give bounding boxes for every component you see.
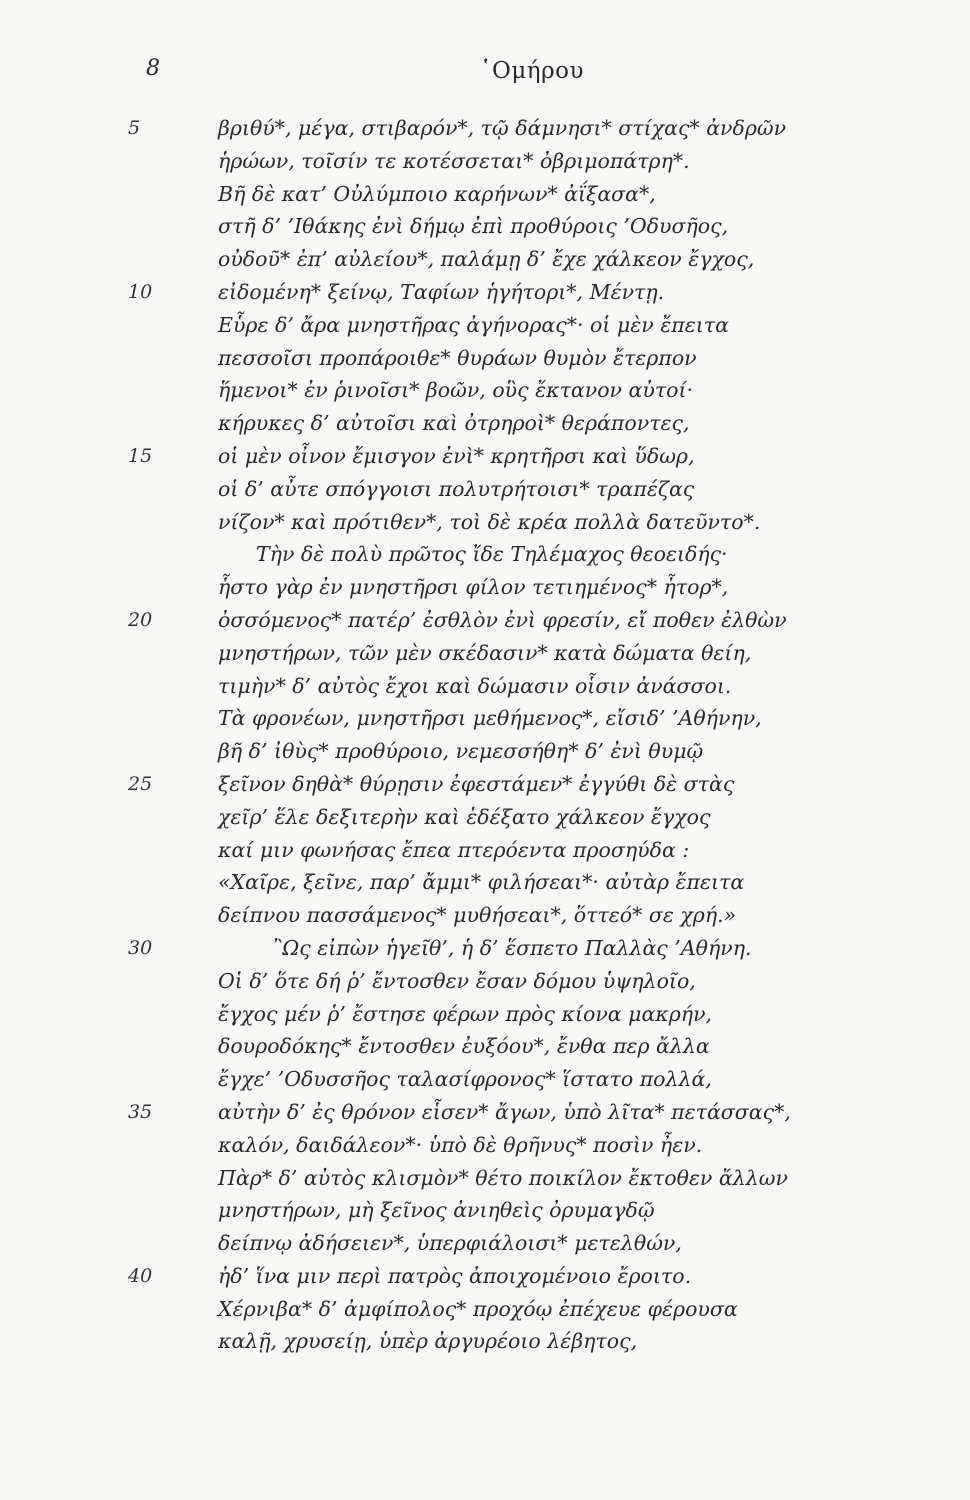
- line-number: 35: [128, 1100, 153, 1123]
- line-number: 40: [128, 1264, 153, 1287]
- verse-text: Εὗρε δ’ ἄρα μνηστῆρας ἀγήνορας*· οἱ μὲν ἔπειτα: [218, 312, 729, 337]
- verse-line: [0, 768, 970, 801]
- line-number: 10: [128, 280, 153, 303]
- verse-line: [0, 342, 970, 375]
- verse-line: [0, 571, 970, 604]
- verse-text: οἱ μὲν οἶνον ἔμισγον ἐνὶ* κρητῆρσι καὶ ὕδωρ,: [218, 443, 695, 468]
- verse-text: καλόν, δαιδάλεον*· ὑπὸ δὲ θρῆνυς* ποσὶν ἦεν.: [218, 1132, 703, 1157]
- verse-text: «Χαῖρε, ξεῖνε, παρ’ ἄμμι* φιλήσεαι*· αὐτὰρ ἔπειτα: [218, 870, 745, 895]
- verse-text: ἔγχος μέν ῥ’ ἔστησε φέρων πρὸς κίονα μακρήν,: [218, 1001, 713, 1026]
- verse-line: [0, 998, 970, 1031]
- verse-line: [0, 1129, 970, 1162]
- verse-text: ξεῖνον δηθὰ* θύρῃσιν ἐφεστάμεν* ἐγγύθι δὲ στὰς: [218, 771, 735, 796]
- verse-text: καί μιν φωνήσας ἔπεα πτερόεντα προσηύδα :: [218, 837, 690, 862]
- verse-text: μνηστήρων, τῶν μὲν σκέδασιν* κατὰ δώματα θείη,: [218, 640, 752, 665]
- verse-line: [0, 112, 970, 145]
- verse-line: [0, 637, 970, 670]
- verse-line: [0, 1063, 970, 1096]
- verse-text: κήρυκες δ’ αὐτοῖσι καὶ ὀτρηροὶ* θεράποντες,: [218, 411, 690, 436]
- verse-text: εἰδομένη* ξείνῳ, Ταφίων ἡγήτορι*, Μέντῃ.: [218, 279, 665, 304]
- verse-line: [0, 1162, 970, 1195]
- verse-text: ἔγχε’ ’Οδυσσῆος ταλασίφρονος* ἵστατο πολλά,: [218, 1067, 712, 1092]
- verse-text: ἥμενοι* ἐν ῥινοῖσι* βοῶν, οὓς ἔκτανον αὐτοί·: [218, 378, 694, 403]
- verse-text: Βῆ δὲ κατ’ Οὐλύμποιο καρήνων* ἀΐξασα*,: [218, 181, 656, 206]
- verse-text: ῍Ως εἰπὼν ἡγεῖθ’, ἡ δ’ ἕσπετο Παλλὰς ’Αθήνη.: [272, 935, 752, 960]
- verse-line: [0, 276, 970, 309]
- verse-line: [0, 1030, 970, 1063]
- verse-line: [0, 440, 970, 473]
- line-number: 15: [128, 444, 153, 467]
- line-number: 25: [128, 772, 153, 795]
- verse-text: δείπνου πασσάμενος* μυθήσεαι*, ὅττεό* σε χρή.»: [218, 903, 737, 928]
- verse-line: [0, 965, 970, 998]
- verse-line: [0, 735, 970, 768]
- verse-text: δείπνῳ ἀδήσειεν*, ὑπερφιάλοισι* μετελθών,: [218, 1231, 682, 1256]
- verse-text: στῆ δ’ ’Ιθάκης ἐνὶ δήμῳ ἐπὶ προθύροις ’Οδυσῆος,: [218, 214, 729, 239]
- line-number: 20: [128, 608, 153, 631]
- line-number: 5: [128, 117, 141, 139]
- verse-line: [0, 407, 970, 440]
- verse-text: χεῖρ’ ἕλε δεξιτερὴν καὶ ἐδέξατο χάλκεον ἔγχος: [218, 804, 711, 829]
- line-number: 30: [128, 936, 153, 959]
- verse-line: [0, 210, 970, 243]
- verse-line: [0, 1194, 970, 1227]
- verse-text: ἠδ’ ἵνα μιν περὶ πατρὸς ἀποιχομένοιο ἔροιτο.: [218, 1263, 692, 1288]
- verse-line: [0, 178, 970, 211]
- verse-line: [0, 145, 970, 178]
- verse-text: Πὰρ* δ’ αὐτὸς κλισμὸν* θέτο ποικίλον ἔκτοθεν ἄλλων: [218, 1165, 788, 1190]
- verse-line: [0, 932, 970, 965]
- verse-text: οἱ δ’ αὖτε σπόγγοισι πολυτρήτοισι* τραπέζας: [218, 476, 695, 501]
- verse-line: [0, 538, 970, 571]
- verse-line: [0, 866, 970, 899]
- verse-line: [0, 1260, 970, 1293]
- verse-text: Χέρνιβα* δ’ ἀμφίπολος* προχόῳ ἐπέχευε φέρουσα: [218, 1296, 738, 1321]
- verse-line: [0, 899, 970, 932]
- page-number: 8: [146, 56, 160, 81]
- running-head: ῾Ομήρου: [480, 58, 584, 84]
- verse-text: πεσσοῖσι προπάροιθε* θυράων θυμὸν ἔτερπον: [218, 345, 697, 370]
- verse-text: νίζον* καὶ πρότιθεν*, τοὶ δὲ κρέα πολλὰ δατεῦντο*.: [218, 509, 761, 534]
- verse-line: [0, 604, 970, 637]
- verse-text: ὀσσόμενος* πατέρ’ ἐσθλὸν ἐνὶ φρεσίν, εἴ ποθεν ἐλθὼν: [218, 607, 787, 632]
- verse-line: [0, 834, 970, 867]
- verse-text: μνηστήρων, μὴ ξεῖνος ἀνιηθεὶς ὀρυμαγδῷ: [218, 1198, 655, 1223]
- verse-line: [0, 1227, 970, 1260]
- verse-text: οὐδοῦ* ἐπ’ αὐλείου*, παλάμῃ δ’ ἔχε χάλκεον ἔγχος,: [218, 247, 755, 272]
- verse-line: [0, 702, 970, 735]
- verse-line: [0, 473, 970, 506]
- verse-text: αὐτὴν δ’ ἐς θρόνον εἷσεν* ἄγων, ὑπὸ λῖτα* πετάσσας*,: [218, 1099, 791, 1124]
- verse-text: τιμὴν* δ’ αὐτὸς ἔχοι καὶ δώμασιν οἷσιν ἀνάσσοι.: [218, 673, 732, 698]
- poem-text-block: [0, 112, 970, 1358]
- verse-text: ἧστο γὰρ ἐν μνηστῆρσι φίλον τετιημένος* ἦτορ*,: [218, 575, 729, 600]
- verse-line: [0, 801, 970, 834]
- verse-line: [0, 309, 970, 342]
- verse-text: καλῇ, χρυσείῃ, ὑπὲρ ἀργυρέοιο λέβητος,: [218, 1329, 638, 1354]
- verse-line: [0, 243, 970, 276]
- verse-text: βριθύ*, μέγα, στιβαρόν*, τῷ δάμνησι* στίχας* ἀνδρῶν: [218, 116, 787, 140]
- verse-line: [0, 1325, 970, 1358]
- verse-text: Οἱ δ’ ὅτε δή ῥ’ ἔντοσθεν ἔσαν δόμου ὑψηλοῖο,: [218, 968, 696, 993]
- verse-text: βῆ δ’ ἰθὺς* προθύροιο, νεμεσσήθη* δ’ ἐνὶ θυμῷ: [218, 739, 704, 764]
- verse-line: [0, 506, 970, 539]
- verse-text: ἡρώων, τοῖσίν τε κοτέσσεται* ὀβριμοπάτρη*.: [218, 148, 690, 173]
- verse-text: Τὰ φρονέων, μνηστῆρσι μεθήμενος*, εἴσιδ’ ’Αθήνην,: [218, 706, 762, 731]
- verse-text: Τὴν δὲ πολὺ πρῶτος ἴδε Τηλέμαχος θεοειδής·: [256, 542, 728, 567]
- verse-line: [0, 1293, 970, 1326]
- verse-text: δουροδόκης* ἔντοσθεν ἐυξόου*, ἔνθα περ ἄλλα: [218, 1034, 710, 1059]
- verse-line: [0, 374, 970, 407]
- verse-line: [0, 1096, 970, 1129]
- verse-line: [0, 670, 970, 703]
